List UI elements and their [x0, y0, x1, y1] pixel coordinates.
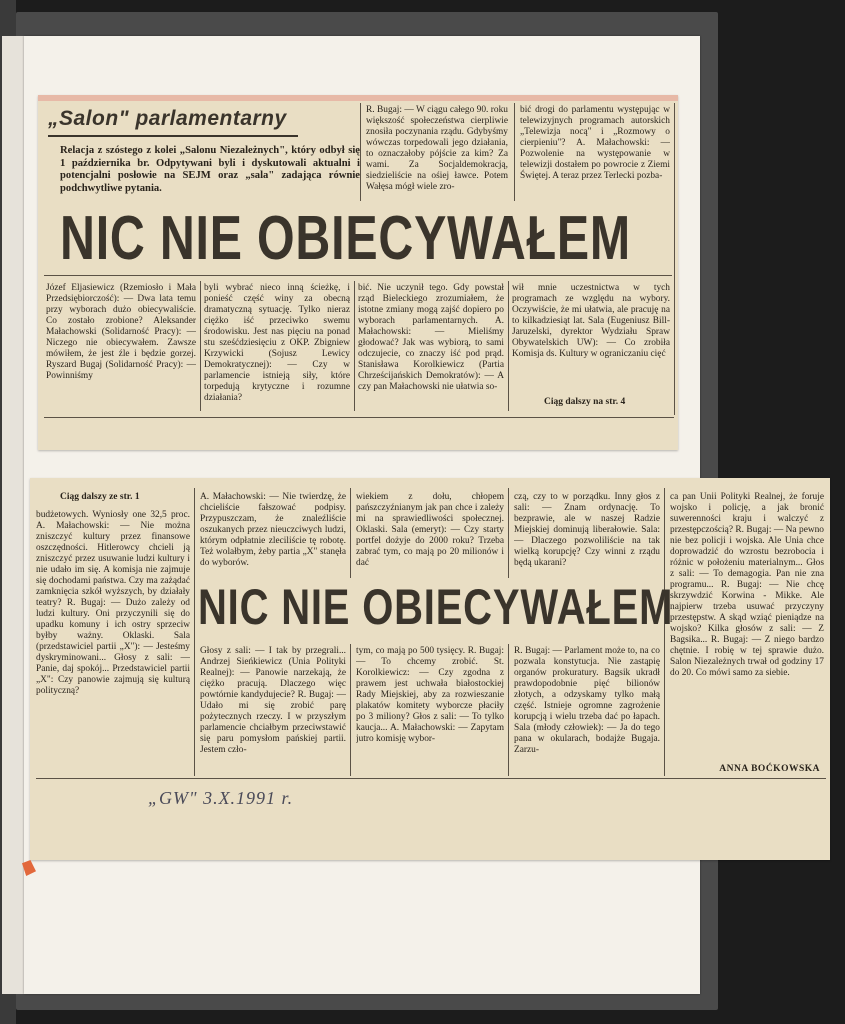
page-edge	[2, 36, 24, 994]
bottom-rule	[44, 417, 674, 418]
text-column: wiekiem z dołu, chłopem pańszczyźnianym jak pan chce i zależy mi na sprawiedliwości społecznej. Oklaski. Sala (emeryt): — Czy starty portfel dożyje do 2000 roku? Trzeba zabrać tym, co mają po 20 milionów i dać	[356, 492, 504, 568]
clipping-red-strip	[38, 95, 678, 101]
newspaper-clipping-bottom	[30, 478, 830, 860]
text-column: czą, czy to w porządku. Inny głos z sali: — Znam ordynację. To bezprawie, ale w naszej Radzie Miejskiej dominują liberałowie. Sala: — Dlaczego pozwoliliście na tak wielką korupcję? Czy winni z rządu będą ukarani?	[514, 492, 660, 568]
kicker-title: „Salon" parlamentarny	[48, 107, 287, 130]
column-rule	[200, 281, 201, 411]
text-column: bić. Nie uczynił tego. Gdy powstał rząd Bieleckiego zrozumiałem, że istotne zmiany mogą zajść dopiero po wyborach parlamentarnych. A. Małachowski: — Mieliśmy głodować? Jak was wybiorą, to sami odczujecie, co znaczy iść pod prąd. Stanisława Korolkiewicz (Partia Chrześcijańskich Demokratów): — A czy pan Małachowski nie ułatwia so-	[358, 283, 504, 392]
continued-from-note: Ciąg dalszy ze str. 1	[60, 492, 140, 502]
text-column: byli wybrać nieco inną ścieżkę, i ponieść część winy za obecną dramatyczną sytuację. Tylko nieraz ciężko iść przeciwko swemu środowisku. Jest nas pięciu na ponad stu sześćdziesięciu z OKP. Zbigniew Krzywicki (Sojusz Lewicy Demokratycznej): — Czy w parlamencie istnieją siły, które torpedują krytyczne i rozumne działania?	[204, 283, 350, 403]
text-column: Głosy z sali: — I tak by przegrali... Andrzej Sieńkiewicz (Unia Polityki Realnej): — Panowie narzekają, że ciężko pracują. Dlaczego więc powtórnie kandydujecie? R. Bugaj: — Udało mi się zrobić parę pożytecznych rzeczy. I w przyszłym parlamencie chciałbym przeciwstawić się paru pomysłom pańskiej partii. Jestem czło-	[200, 646, 346, 755]
headline: NIC NIE OBIECYWAŁEM	[60, 204, 631, 273]
text-column: bić drogi do parlamentu występując w telewizyjnych programach autorskich „Telewizja nocą" i „Rozmowy o cierpieniu"? A. Małachowski: — Pozwolenie na występowanie w telewizji dostałem po powrocie z Ziemi Świętej. A teraz przez Terlecki pozba-	[520, 105, 670, 181]
text-column: budżetowych. Wyniosły one 32,5 proc. A. Małachowski: — Nie można zniszczyć kultury przez finansowe oszczędności. Hitlerowcy chcieli ją zniszczyć przez usuwanie ludzi kultury i nie udało im się. A komisja nie zajmuje się dochodami państwa. Czy ma zażądać zamknięcia szkół wyższych, by działały teatry? R. Bugaj: — Dużo zależy od ludzi kultury. Oni przyczynili się do upadku komuny i ich ostry sprzeciw byłby ważny. Oklaski. Sala (przedstawiciel partii „X"): — Jesteśmy dyskryminowani... Głosy z sali: — Panie, daj spokój... Przedstawiciel partii „X": Czy panowie zajmują się kulturą polityczną?	[36, 510, 190, 696]
text-column: wił mnie uczestnictwa w tych programach ze względu na wybory. Oczywiście, że mi ułatwia, ale pracuję na to kilkadziesiąt lat. Sala (Eugeniusz Bill-Jaruzelski, dyrektor Wydziału Spraw Obywatelskich UW): — Co zrobiła Komisja ds. Kultury w ograniczaniu cięć	[512, 283, 670, 359]
headline: NIC NIE OBIECYWAŁEM	[198, 579, 674, 635]
author-signature: ANNA BOĆKOWSKA	[719, 764, 820, 774]
column-rule	[508, 281, 509, 411]
text-column: A. Małachowski: — Nie twierdzę, że chcieliście fałszować podpisy. Przypuszczam, że znaleźliście oszukanych przez nieuczciwych ludzi, którym odpłatnie zleciliście tę robotę. Też wolałbym, żeby partia „X" stanęła do wyborów.	[200, 492, 346, 568]
text-column: tym, co mają po 500 tysięcy. R. Bugaj: — To chcemy zrobić. St. Korolkiewicz: — Czy zgodna z prawem jest uchwała białostockiej Rady Miejskiej, aby za rozwieszanie plakatów komitety wyborcze płaciły po 3 miliony? Głos z sali: — To tylko kaucja... A. Małachowski: — Zapytam jutro komisję wybor-	[356, 646, 504, 744]
text-column: ca pan Unii Polityki Realnej, że foruje wojsko i policję, a jak bronić suwerenności kraju i walczyć z przestępczością? R. Bugaj: — Na pewno nie bez policji i wojska. Ale Unia chce doprowadzić do wzrostu bezrobocia i różnic w położeniu materialnym... Głos z sali: — To demagogia. Pan nie zna programu... R. Bugaj: — Nie chcę skrzywdzić Korwina - Mikke. Ale najpierw trzeba usuwać przyczyny przestępstw. A skąd wziąć pieniądze na wojsko? Kilka głosów z sali: — Z Bagsika... R. Bugaj: — Z niego bardzo chętnie. I robię w tej sprawie dużo. Salon Niezależnych trwał od godziny 17 do 20. Co mówi samo za siebie.	[670, 492, 824, 678]
column-rule	[514, 103, 515, 201]
continued-note: Ciąg dalszy na str. 4	[544, 397, 626, 407]
column-rule	[350, 644, 351, 776]
column-rule	[508, 644, 509, 776]
text-column: R. Bugaj: — Parlament może to, na co pozwala konstytucja. Nie zastąpię organów prokuratury. Bagsik ukradł prawdopodobnie pięć bilionów złotych, a odzyskamy tylko małą część. Istnieje ogromne zagrożenie korupcją i wielu trzeba dać po łapach. Sala (młody człowiek): — Ja do tego pana w okularach, bodajże Bugaja. Zarzu-	[514, 646, 660, 755]
column-rule	[350, 488, 351, 578]
text-column: Józef Eljasiewicz (Rzemiosło i Mała Przedsiębiorczość): — Dwa lata temu przy wyborach dużo obiecywaliście. Co zostało zrobione? Aleksander Małachowski (Solidarność Pracy): — Niczego nie obiecywałem. Zawsze mówiłem, że jest źle i będzie gorzej. Ryszard Bugaj (Solidarność Pracy): — Powinniśmy	[46, 283, 196, 381]
handwritten-note: „GW" 3.X.1991 r.	[148, 788, 294, 808]
text-column: R. Bugaj: — W ciągu całego 90. roku większość społeczeństwa cierpliwie znosiła poczynania rządu. Gdybyśmy wówczas torpedowali jego działania, to oznaczałoby pójście za kim? Za wami. Za Socjaldemokracją, siedzieliście na ośiej ławce. Potem Wałęsa mógł wiele zro-	[366, 105, 508, 192]
column-rule	[360, 103, 361, 201]
column-rule	[194, 488, 195, 776]
headline-rule	[44, 275, 672, 276]
newspaper-clipping-top	[38, 95, 678, 450]
column-rule	[354, 281, 355, 411]
column-rule	[674, 103, 675, 415]
kicker-underline	[48, 135, 298, 137]
bottom-rule	[36, 778, 826, 779]
column-rule	[508, 488, 509, 578]
lead-paragraph: Relacja z szóstego z kolei „Salonu Niezależnych", który odbył się 1 października br. Odpytywani byli i dyskutowali aktualni i potencjalni posłowie na SEJM oraz „sala" zadająca równie podchwytliwe pytania.	[60, 145, 360, 194]
